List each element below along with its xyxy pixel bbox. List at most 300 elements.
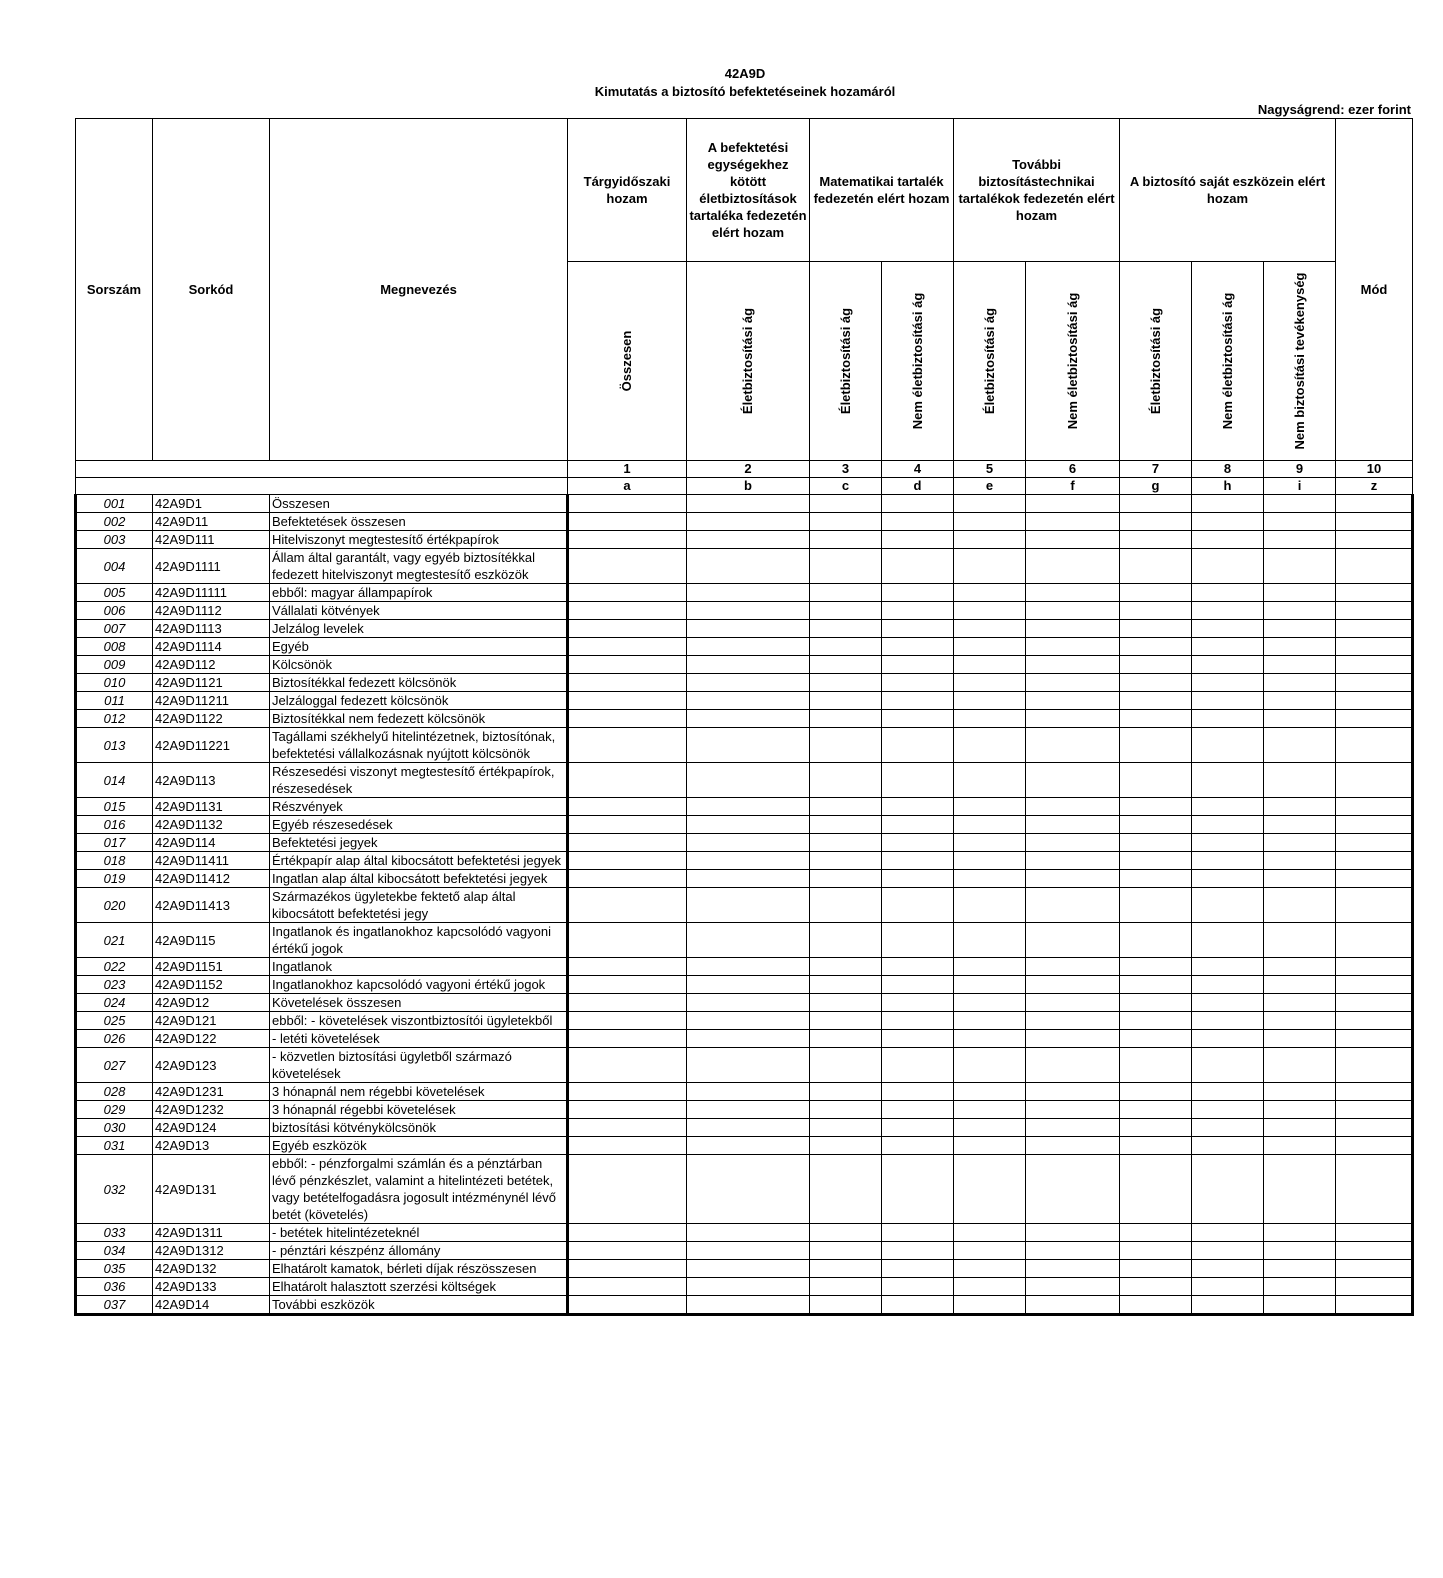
value-cell[interactable] — [1264, 976, 1336, 994]
value-cell[interactable] — [1264, 1155, 1336, 1224]
value-cell[interactable] — [1336, 1119, 1413, 1137]
value-cell[interactable] — [1264, 870, 1336, 888]
value-cell[interactable] — [687, 816, 810, 834]
value-cell[interactable] — [954, 1012, 1026, 1030]
value-cell[interactable] — [1120, 888, 1192, 923]
value-cell[interactable] — [687, 495, 810, 513]
value-cell[interactable] — [1336, 495, 1413, 513]
value-cell[interactable] — [1336, 513, 1413, 531]
value-cell[interactable] — [568, 1048, 687, 1083]
value-cell[interactable] — [1336, 1012, 1413, 1030]
value-cell[interactable] — [687, 834, 810, 852]
value-cell[interactable] — [1336, 763, 1413, 798]
value-cell[interactable] — [810, 602, 882, 620]
value-cell[interactable] — [810, 1048, 882, 1083]
value-cell[interactable] — [1026, 710, 1120, 728]
value-cell[interactable] — [1192, 602, 1264, 620]
value-cell[interactable] — [1192, 1030, 1264, 1048]
value-cell[interactable] — [1336, 1048, 1413, 1083]
value-cell[interactable] — [1120, 958, 1192, 976]
value-cell[interactable] — [1192, 1260, 1264, 1278]
value-cell[interactable] — [568, 602, 687, 620]
value-cell[interactable] — [1192, 1278, 1264, 1296]
value-cell[interactable] — [1192, 620, 1264, 638]
value-cell[interactable] — [568, 1083, 687, 1101]
value-cell[interactable] — [687, 1278, 810, 1296]
value-cell[interactable] — [1264, 620, 1336, 638]
value-cell[interactable] — [1336, 638, 1413, 656]
value-cell[interactable] — [1192, 549, 1264, 584]
value-cell[interactable] — [1192, 513, 1264, 531]
value-cell[interactable] — [568, 852, 687, 870]
value-cell[interactable] — [687, 1155, 810, 1224]
value-cell[interactable] — [568, 1012, 687, 1030]
value-cell[interactable] — [1264, 1278, 1336, 1296]
value-cell[interactable] — [1336, 870, 1413, 888]
value-cell[interactable] — [810, 531, 882, 549]
value-cell[interactable] — [1026, 976, 1120, 994]
value-cell[interactable] — [568, 1242, 687, 1260]
value-cell[interactable] — [1264, 656, 1336, 674]
value-cell[interactable] — [568, 531, 687, 549]
value-cell[interactable] — [954, 692, 1026, 710]
value-cell[interactable] — [1026, 656, 1120, 674]
value-cell[interactable] — [1026, 1030, 1120, 1048]
value-cell[interactable] — [882, 1224, 954, 1242]
value-cell[interactable] — [810, 674, 882, 692]
value-cell[interactable] — [954, 1296, 1026, 1315]
value-cell[interactable] — [1192, 692, 1264, 710]
value-cell[interactable] — [810, 1224, 882, 1242]
value-cell[interactable] — [1192, 763, 1264, 798]
value-cell[interactable] — [1026, 994, 1120, 1012]
value-cell[interactable] — [687, 1137, 810, 1155]
value-cell[interactable] — [1120, 692, 1192, 710]
value-cell[interactable] — [1026, 763, 1120, 798]
value-cell[interactable] — [1120, 994, 1192, 1012]
value-cell[interactable] — [1264, 958, 1336, 976]
value-cell[interactable] — [568, 834, 687, 852]
value-cell[interactable] — [1192, 1012, 1264, 1030]
value-cell[interactable] — [1192, 1224, 1264, 1242]
value-cell[interactable] — [1192, 728, 1264, 763]
value-cell[interactable] — [687, 1048, 810, 1083]
value-cell[interactable] — [1192, 710, 1264, 728]
value-cell[interactable] — [1120, 602, 1192, 620]
value-cell[interactable] — [810, 994, 882, 1012]
value-cell[interactable] — [1264, 1083, 1336, 1101]
value-cell[interactable] — [954, 1260, 1026, 1278]
value-cell[interactable] — [882, 710, 954, 728]
value-cell[interactable] — [882, 798, 954, 816]
value-cell[interactable] — [1026, 798, 1120, 816]
value-cell[interactable] — [568, 1224, 687, 1242]
value-cell[interactable] — [687, 620, 810, 638]
value-cell[interactable] — [954, 584, 1026, 602]
value-cell[interactable] — [1026, 1083, 1120, 1101]
value-cell[interactable] — [568, 888, 687, 923]
value-cell[interactable] — [810, 1119, 882, 1137]
value-cell[interactable] — [882, 1101, 954, 1119]
value-cell[interactable] — [568, 763, 687, 798]
value-cell[interactable] — [810, 1012, 882, 1030]
value-cell[interactable] — [954, 888, 1026, 923]
value-cell[interactable] — [687, 692, 810, 710]
value-cell[interactable] — [1120, 816, 1192, 834]
value-cell[interactable] — [1120, 923, 1192, 958]
value-cell[interactable] — [882, 923, 954, 958]
value-cell[interactable] — [1026, 1048, 1120, 1083]
value-cell[interactable] — [1192, 1048, 1264, 1083]
value-cell[interactable] — [882, 495, 954, 513]
value-cell[interactable] — [810, 1137, 882, 1155]
value-cell[interactable] — [954, 1137, 1026, 1155]
value-cell[interactable] — [1336, 1137, 1413, 1155]
value-cell[interactable] — [1026, 834, 1120, 852]
value-cell[interactable] — [1336, 692, 1413, 710]
value-cell[interactable] — [1120, 1296, 1192, 1315]
value-cell[interactable] — [954, 1224, 1026, 1242]
value-cell[interactable] — [687, 1242, 810, 1260]
value-cell[interactable] — [1192, 852, 1264, 870]
value-cell[interactable] — [1026, 1119, 1120, 1137]
value-cell[interactable] — [568, 958, 687, 976]
value-cell[interactable] — [882, 1155, 954, 1224]
value-cell[interactable] — [1192, 1296, 1264, 1315]
value-cell[interactable] — [810, 638, 882, 656]
value-cell[interactable] — [1336, 798, 1413, 816]
value-cell[interactable] — [687, 958, 810, 976]
value-cell[interactable] — [687, 994, 810, 1012]
value-cell[interactable] — [1026, 923, 1120, 958]
value-cell[interactable] — [810, 513, 882, 531]
value-cell[interactable] — [1026, 549, 1120, 584]
value-cell[interactable] — [1336, 549, 1413, 584]
value-cell[interactable] — [687, 923, 810, 958]
value-cell[interactable] — [954, 994, 1026, 1012]
value-cell[interactable] — [1120, 620, 1192, 638]
value-cell[interactable] — [1192, 798, 1264, 816]
value-cell[interactable] — [1120, 852, 1192, 870]
value-cell[interactable] — [1264, 852, 1336, 870]
value-cell[interactable] — [568, 495, 687, 513]
value-cell[interactable] — [810, 888, 882, 923]
value-cell[interactable] — [810, 495, 882, 513]
value-cell[interactable] — [954, 710, 1026, 728]
value-cell[interactable] — [882, 1119, 954, 1137]
value-cell[interactable] — [954, 674, 1026, 692]
value-cell[interactable] — [1026, 1101, 1120, 1119]
value-cell[interactable] — [687, 531, 810, 549]
value-cell[interactable] — [1264, 1296, 1336, 1315]
value-cell[interactable] — [1192, 495, 1264, 513]
value-cell[interactable] — [687, 763, 810, 798]
value-cell[interactable] — [810, 798, 882, 816]
value-cell[interactable] — [1120, 531, 1192, 549]
value-cell[interactable] — [1192, 834, 1264, 852]
value-cell[interactable] — [1336, 852, 1413, 870]
value-cell[interactable] — [687, 728, 810, 763]
value-cell[interactable] — [687, 1012, 810, 1030]
value-cell[interactable] — [1336, 1260, 1413, 1278]
value-cell[interactable] — [687, 888, 810, 923]
value-cell[interactable] — [687, 1296, 810, 1315]
value-cell[interactable] — [810, 816, 882, 834]
value-cell[interactable] — [954, 834, 1026, 852]
value-cell[interactable] — [1264, 888, 1336, 923]
value-cell[interactable] — [1336, 1224, 1413, 1242]
value-cell[interactable] — [1120, 763, 1192, 798]
value-cell[interactable] — [1192, 994, 1264, 1012]
value-cell[interactable] — [882, 1260, 954, 1278]
value-cell[interactable] — [810, 584, 882, 602]
value-cell[interactable] — [1026, 888, 1120, 923]
value-cell[interactable] — [882, 816, 954, 834]
value-cell[interactable] — [1264, 1030, 1336, 1048]
value-cell[interactable] — [810, 1083, 882, 1101]
value-cell[interactable] — [1026, 1242, 1120, 1260]
value-cell[interactable] — [954, 531, 1026, 549]
value-cell[interactable] — [1192, 888, 1264, 923]
value-cell[interactable] — [1192, 976, 1264, 994]
value-cell[interactable] — [882, 531, 954, 549]
value-cell[interactable] — [1264, 1048, 1336, 1083]
value-cell[interactable] — [1192, 674, 1264, 692]
value-cell[interactable] — [882, 513, 954, 531]
value-cell[interactable] — [1026, 1155, 1120, 1224]
value-cell[interactable] — [882, 602, 954, 620]
value-cell[interactable] — [1336, 1278, 1413, 1296]
value-cell[interactable] — [882, 620, 954, 638]
value-cell[interactable] — [1026, 584, 1120, 602]
value-cell[interactable] — [1192, 584, 1264, 602]
value-cell[interactable] — [954, 798, 1026, 816]
value-cell[interactable] — [954, 852, 1026, 870]
value-cell[interactable] — [1120, 1224, 1192, 1242]
value-cell[interactable] — [687, 602, 810, 620]
value-cell[interactable] — [954, 976, 1026, 994]
value-cell[interactable] — [882, 1242, 954, 1260]
value-cell[interactable] — [1264, 549, 1336, 584]
value-cell[interactable] — [1120, 513, 1192, 531]
value-cell[interactable] — [1264, 531, 1336, 549]
value-cell[interactable] — [1264, 602, 1336, 620]
value-cell[interactable] — [1026, 531, 1120, 549]
value-cell[interactable] — [1120, 656, 1192, 674]
value-cell[interactable] — [810, 1030, 882, 1048]
value-cell[interactable] — [1192, 1083, 1264, 1101]
value-cell[interactable] — [882, 692, 954, 710]
value-cell[interactable] — [954, 728, 1026, 763]
value-cell[interactable] — [1336, 710, 1413, 728]
value-cell[interactable] — [810, 549, 882, 584]
value-cell[interactable] — [1336, 1083, 1413, 1101]
value-cell[interactable] — [1336, 674, 1413, 692]
value-cell[interactable] — [687, 1101, 810, 1119]
value-cell[interactable] — [882, 584, 954, 602]
value-cell[interactable] — [1336, 1030, 1413, 1048]
value-cell[interactable] — [1264, 816, 1336, 834]
value-cell[interactable] — [882, 763, 954, 798]
value-cell[interactable] — [568, 1030, 687, 1048]
value-cell[interactable] — [568, 710, 687, 728]
value-cell[interactable] — [687, 976, 810, 994]
value-cell[interactable] — [954, 958, 1026, 976]
value-cell[interactable] — [1026, 692, 1120, 710]
value-cell[interactable] — [1026, 816, 1120, 834]
value-cell[interactable] — [1264, 513, 1336, 531]
value-cell[interactable] — [1026, 495, 1120, 513]
value-cell[interactable] — [1120, 1137, 1192, 1155]
value-cell[interactable] — [954, 1030, 1026, 1048]
value-cell[interactable] — [1264, 710, 1336, 728]
value-cell[interactable] — [1336, 584, 1413, 602]
value-cell[interactable] — [1026, 1224, 1120, 1242]
value-cell[interactable] — [687, 1260, 810, 1278]
value-cell[interactable] — [810, 1242, 882, 1260]
value-cell[interactable] — [954, 549, 1026, 584]
value-cell[interactable] — [882, 674, 954, 692]
value-cell[interactable] — [687, 798, 810, 816]
value-cell[interactable] — [1120, 495, 1192, 513]
value-cell[interactable] — [1336, 994, 1413, 1012]
value-cell[interactable] — [1336, 531, 1413, 549]
value-cell[interactable] — [1120, 728, 1192, 763]
value-cell[interactable] — [1336, 656, 1413, 674]
value-cell[interactable] — [1192, 1101, 1264, 1119]
value-cell[interactable] — [810, 958, 882, 976]
value-cell[interactable] — [882, 1048, 954, 1083]
value-cell[interactable] — [1264, 834, 1336, 852]
value-cell[interactable] — [1264, 798, 1336, 816]
value-cell[interactable] — [687, 852, 810, 870]
value-cell[interactable] — [954, 1278, 1026, 1296]
value-cell[interactable] — [1336, 1101, 1413, 1119]
value-cell[interactable] — [954, 1242, 1026, 1260]
value-cell[interactable] — [954, 602, 1026, 620]
value-cell[interactable] — [882, 1030, 954, 1048]
value-cell[interactable] — [1264, 1101, 1336, 1119]
value-cell[interactable] — [1192, 1137, 1264, 1155]
value-cell[interactable] — [1026, 1012, 1120, 1030]
value-cell[interactable] — [810, 728, 882, 763]
value-cell[interactable] — [954, 656, 1026, 674]
value-cell[interactable] — [882, 1083, 954, 1101]
value-cell[interactable] — [810, 852, 882, 870]
value-cell[interactable] — [568, 994, 687, 1012]
value-cell[interactable] — [1264, 1137, 1336, 1155]
value-cell[interactable] — [568, 728, 687, 763]
value-cell[interactable] — [954, 816, 1026, 834]
value-cell[interactable] — [882, 958, 954, 976]
value-cell[interactable] — [810, 710, 882, 728]
value-cell[interactable] — [882, 1296, 954, 1315]
value-cell[interactable] — [1120, 1101, 1192, 1119]
value-cell[interactable] — [1192, 638, 1264, 656]
value-cell[interactable] — [1026, 638, 1120, 656]
value-cell[interactable] — [687, 549, 810, 584]
value-cell[interactable] — [1192, 531, 1264, 549]
value-cell[interactable] — [1336, 1155, 1413, 1224]
value-cell[interactable] — [882, 976, 954, 994]
value-cell[interactable] — [1026, 602, 1120, 620]
value-cell[interactable] — [568, 513, 687, 531]
value-cell[interactable] — [882, 888, 954, 923]
value-cell[interactable] — [1120, 1048, 1192, 1083]
value-cell[interactable] — [1026, 674, 1120, 692]
value-cell[interactable] — [687, 513, 810, 531]
value-cell[interactable] — [954, 1155, 1026, 1224]
value-cell[interactable] — [687, 638, 810, 656]
value-cell[interactable] — [568, 1155, 687, 1224]
value-cell[interactable] — [810, 1260, 882, 1278]
value-cell[interactable] — [1120, 710, 1192, 728]
value-cell[interactable] — [1120, 1278, 1192, 1296]
value-cell[interactable] — [954, 870, 1026, 888]
value-cell[interactable] — [687, 584, 810, 602]
value-cell[interactable] — [882, 852, 954, 870]
value-cell[interactable] — [568, 798, 687, 816]
value-cell[interactable] — [1264, 584, 1336, 602]
value-cell[interactable] — [1336, 1296, 1413, 1315]
value-cell[interactable] — [1264, 495, 1336, 513]
value-cell[interactable] — [1264, 1242, 1336, 1260]
value-cell[interactable] — [882, 994, 954, 1012]
value-cell[interactable] — [687, 870, 810, 888]
value-cell[interactable] — [568, 638, 687, 656]
value-cell[interactable] — [1192, 958, 1264, 976]
value-cell[interactable] — [954, 1048, 1026, 1083]
value-cell[interactable] — [1026, 958, 1120, 976]
value-cell[interactable] — [687, 674, 810, 692]
value-cell[interactable] — [882, 1137, 954, 1155]
value-cell[interactable] — [687, 1119, 810, 1137]
value-cell[interactable] — [1120, 976, 1192, 994]
value-cell[interactable] — [568, 816, 687, 834]
value-cell[interactable] — [954, 495, 1026, 513]
value-cell[interactable] — [810, 1101, 882, 1119]
value-cell[interactable] — [1264, 1224, 1336, 1242]
value-cell[interactable] — [882, 656, 954, 674]
value-cell[interactable] — [1192, 656, 1264, 674]
value-cell[interactable] — [810, 763, 882, 798]
value-cell[interactable] — [1120, 549, 1192, 584]
value-cell[interactable] — [1336, 602, 1413, 620]
value-cell[interactable] — [1336, 620, 1413, 638]
value-cell[interactable] — [1120, 638, 1192, 656]
value-cell[interactable] — [568, 549, 687, 584]
value-cell[interactable] — [1336, 1242, 1413, 1260]
value-cell[interactable] — [1336, 976, 1413, 994]
value-cell[interactable] — [810, 620, 882, 638]
value-cell[interactable] — [1026, 852, 1120, 870]
value-cell[interactable] — [1192, 1242, 1264, 1260]
value-cell[interactable] — [1264, 994, 1336, 1012]
value-cell[interactable] — [954, 620, 1026, 638]
value-cell[interactable] — [810, 1278, 882, 1296]
value-cell[interactable] — [568, 674, 687, 692]
value-cell[interactable] — [810, 870, 882, 888]
value-cell[interactable] — [1026, 870, 1120, 888]
value-cell[interactable] — [687, 656, 810, 674]
value-cell[interactable] — [1120, 834, 1192, 852]
value-cell[interactable] — [1026, 1278, 1120, 1296]
value-cell[interactable] — [1192, 816, 1264, 834]
value-cell[interactable] — [1336, 816, 1413, 834]
value-cell[interactable] — [954, 763, 1026, 798]
value-cell[interactable] — [1264, 1260, 1336, 1278]
value-cell[interactable] — [882, 728, 954, 763]
